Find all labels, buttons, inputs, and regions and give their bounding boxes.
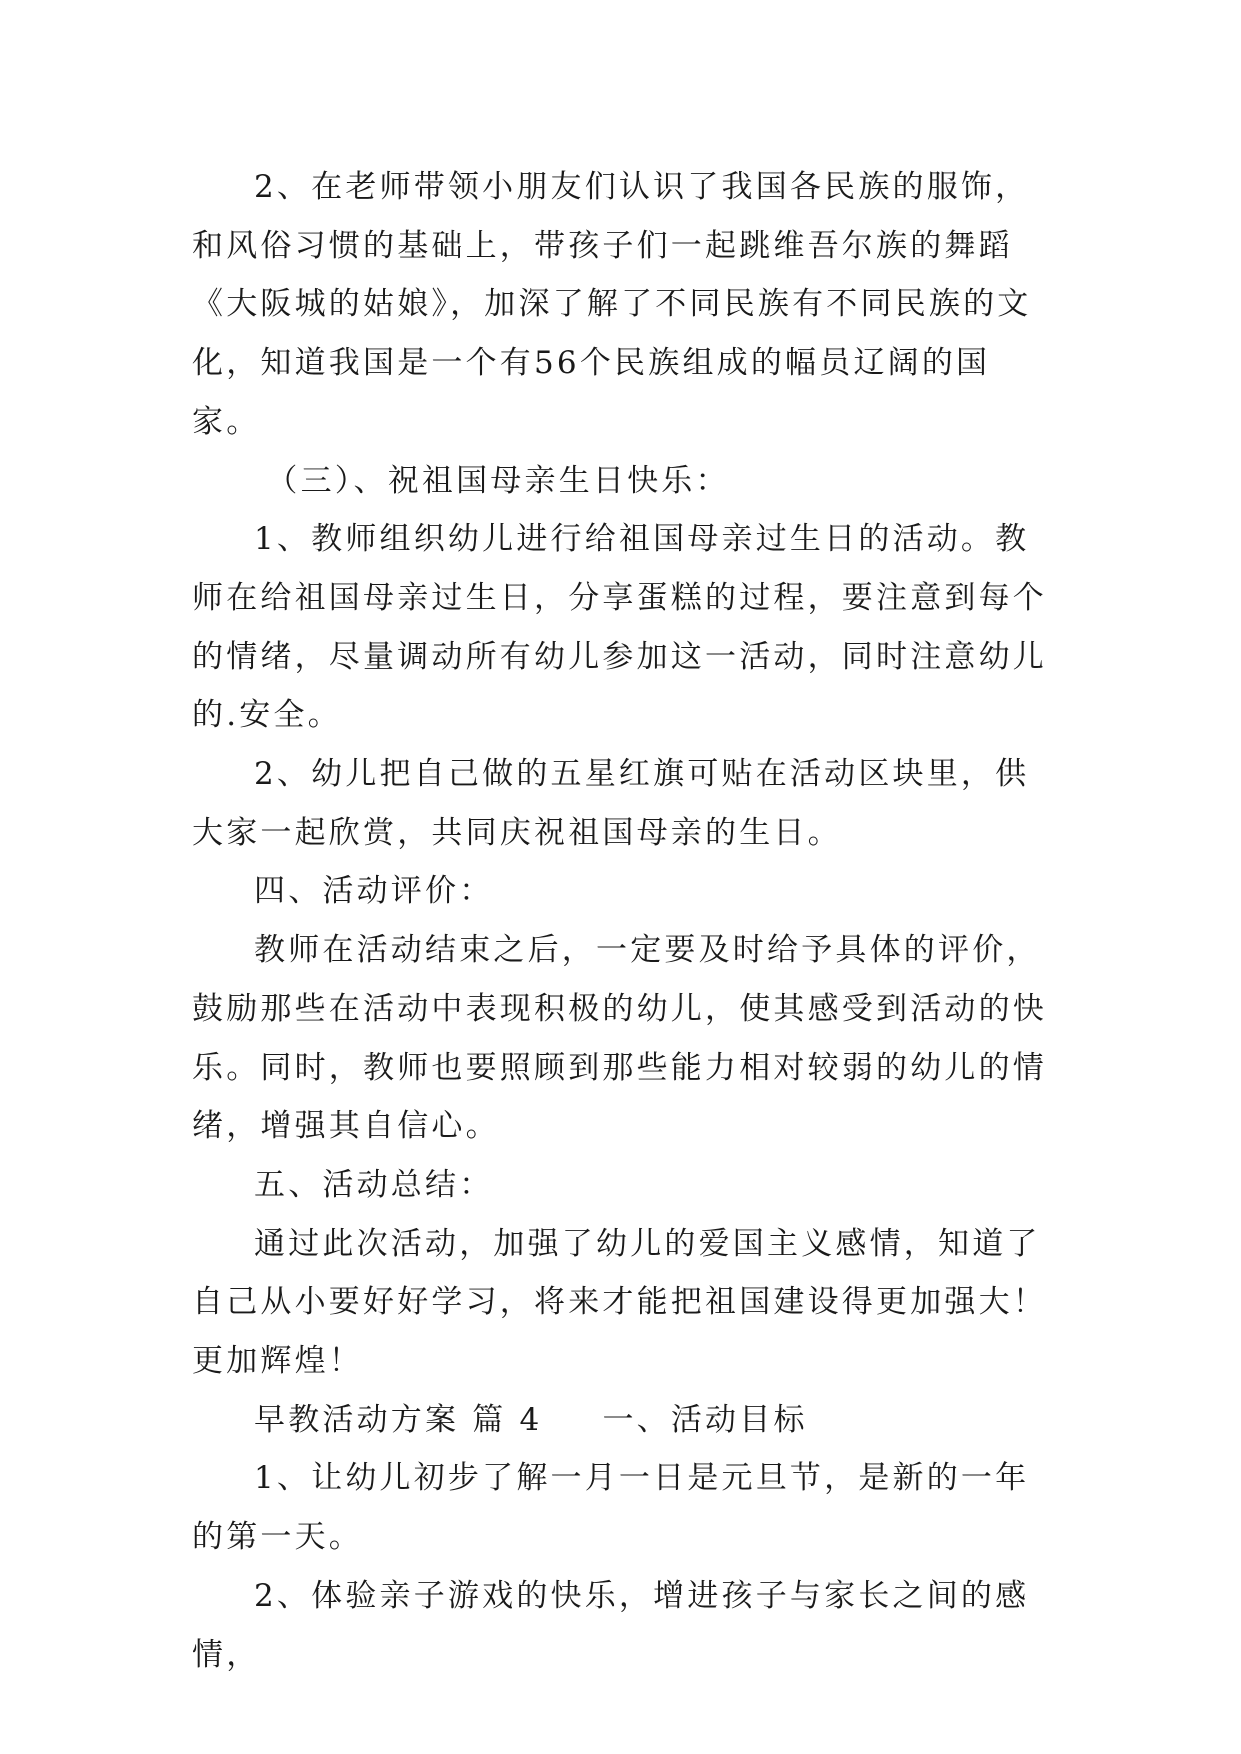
paragraph-summary: 通过此次活动，加强了幼儿的爱国主义感情，知道了自己从小要好好学习，将来才能把祖国建设得更加强大！更加辉煌！ [192,1225,1047,1380]
paragraph-evaluation: 教师在活动结束之后，一定要及时给予具体的评价，鼓励那些在活动中表现积极的幼儿，使其感受到活动的快乐。同时，教师也要照顾到那些能力相对较弱的幼儿的情绪，增强其自信心。 [192,932,1047,1145]
heading-evaluation: 四、活动评价： [254,873,494,910]
heading-summary: 五、活动总结： [254,1166,494,1203]
section-heading: 一、活动目标 [602,1401,808,1438]
section-title: 早教活动方案 [254,1401,460,1438]
paragraph-dance-activity: 2、在老师带领小朋友们认识了我国各民族的服饰，和风俗习惯的基础上，带孩子们一起跳维吾尔族的舞蹈《大阪城的姑娘》，加深了解了不同民族有不同民族的文化，知道我国是一个有56个民族组成的幅员辽阔的国家。 [192,169,1032,440]
subheading-birthday: （三）、祝祖国母亲生日快乐： [266,462,730,499]
goal-item: 1、让幼儿初步了解一月一日是元旦节，是新的一年的第一天。 [192,1460,1030,1556]
paragraph-birthday-activity: 1、教师组织幼儿进行给祖国母亲过生日的活动。教师在给祖国母亲过生日，分享蛋糕的过程，要注意到每个的情绪，尽量调动所有幼儿参加这一活动，同时注意幼儿的.安全。 [192,521,1047,734]
document-body [192,158,1052,1684]
section-header-line [192,1391,1052,1450]
goal-item: 2、体验亲子游戏的快乐，增进孩子与家长之间的感情， [192,1577,1030,1673]
section-number: 篇 4 [472,1401,543,1438]
paragraph-flag-display: 2、幼儿把自己做的五星红旗可贴在活动区块里，供大家一起欣赏，共同庆祝祖国母亲的生日。 [192,756,1030,851]
